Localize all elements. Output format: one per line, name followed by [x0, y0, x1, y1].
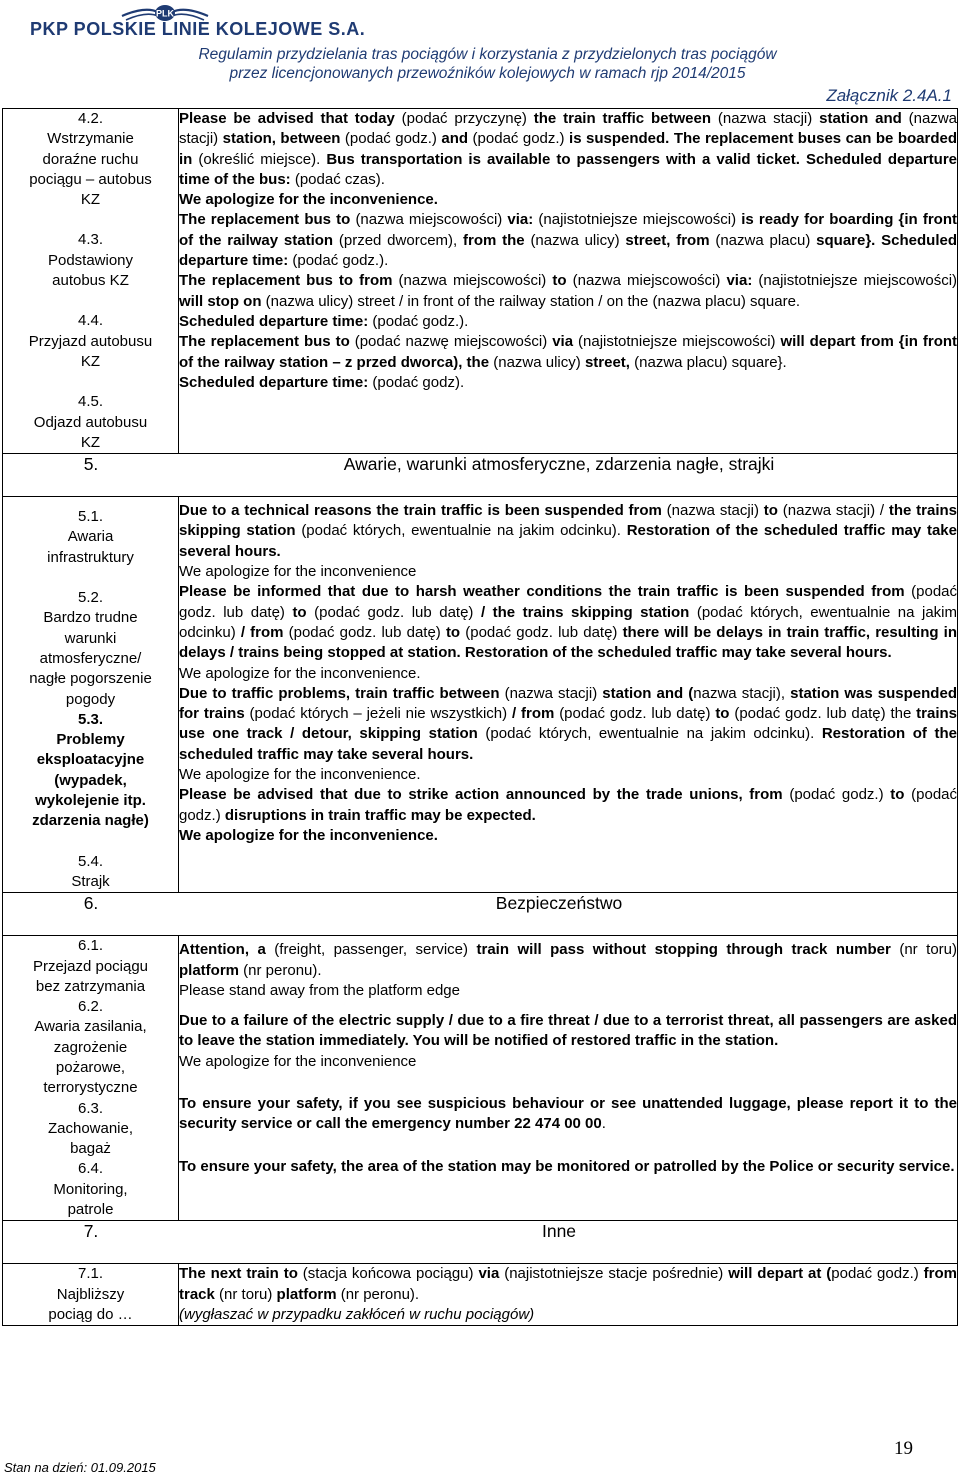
- row-label-5-4: 5.4. Strajk: [71, 852, 110, 890]
- row-label-5-3: 5.3. Problemy eksploatacyjne (wypadek, wykolejenie itp. zdarzenia nagłe): [32, 710, 149, 830]
- section-header-row: [3, 893, 958, 936]
- footer-date: Stan na dzień: 01.09.2015: [4, 1460, 156, 1475]
- row-labels-cell: [3, 497, 179, 893]
- announcement-5-2: Please be informed that due to harsh weather conditions the train traffic is been suspended from (podać godz. lub datę) to (podać godz. lub datę) / the trains skipping station (podać których, ewentualnie na jakim odcinku) / from (podać godz. lub datę) to (podać godz. lub datę) there will be delays in train traffic, resulting in delays / trains being stopped at station. Restoration of the scheduled traffic may take several hours. We apologize for the inconvenience.: [179, 583, 958, 682]
- announcement-4-5: The replacement bus to (podać nazwę miejscowości) via (najistotniejsze miejscowości) will depart from {in front of the railway station – z przed dworca), the (nazwa ulicy) street, (nazwa placu) square}. Scheduled departure time: (podać godz).: [179, 333, 958, 391]
- announcement-6-4: To ensure your safety, the area of the station may be monitored or patrolled by the Police or security service.: [179, 1157, 955, 1175]
- row-label-4-5: 4.5. Odjazd autobusu KZ: [33, 393, 148, 451]
- table-row: [3, 1264, 958, 1326]
- row-label-6-3: 6.3. Zachowanie, bagaż: [47, 1099, 134, 1158]
- announcement-6-2: Due to a failure of the electric supply / due to a fire threat / due to a terrorist threat, all passengers are asked to leave the station immediately. You will be notified of restored traffic in the station. We apologize for the inconvenience: [179, 1012, 957, 1070]
- announcement-4-2: Please be advised that today (podać przyczynę) the train traffic between (nazwa stacji) station and (nazwa stacji) station, between (podać godz.) and (podać godz.) is suspended. The replacement buses can be boarded in (określić miejsce). Bus transportation is available to passengers with a valid ticket. Scheduled departure time of the bus: (podać czas). We apologize for the inconvenience.: [179, 110, 958, 209]
- announcement-5-3: Due to traffic problems, train traffic between (nazwa stacji) station and (nazwa stacji), station was suspended for trains (podać których – jeżeli nie wszystkich) / from (podać godz. lub datę) to (podać godz. lub datę) the trains use one track / detour, skipping station (podać których, ewentualnie na jakim odcinku). Restoration of the scheduled traffic may take several hours. We apologize for the inconvenience.: [179, 684, 957, 784]
- page-header: [0, 0, 960, 105]
- company-logo-text: PKP POLSKIE LINIE KOLEJOWE S.A.: [30, 19, 366, 39]
- row-texts-cell: [179, 1264, 958, 1326]
- announcement-5-1: Due to a technical reasons the train traffic is been suspended from (nazwa stacji) to (nazwa stacji) / the trains skipping station (podać których, ewentualnie na jakim odcinku). Restoration of the scheduled traffic may take several hours. We apologize for the inconvenience: [179, 502, 958, 581]
- announcement-5-4: Please be advised that due to strike action announced by the trade unions, from (podać godz.) to (podać godz.) disruptions in train traffic may be expected. We apologize for the inconvenience.: [179, 786, 958, 844]
- announcements-table: [2, 108, 958, 1326]
- row-texts-cell: [179, 497, 958, 893]
- regulation-title-line-2: przez licencjonowanych przewoźników kolejowych w ramach rjp 2014/2015: [229, 65, 746, 82]
- section-number: 6.: [83, 893, 99, 914]
- row-label-7-1: 7.1. Najbliższy pociąg do …: [48, 1265, 133, 1323]
- row-label-5-2: 5.2. Bardzo trudne warunki atmosferyczne/ nagłe pogorszenie pogody: [29, 589, 152, 708]
- section-7-heading: [3, 1221, 958, 1264]
- announcement-6-3: To ensure your safety, if you see suspicious behaviour or see unattended luggage, please report it to the security service or call the emergency number 22 474 00 00.: [179, 1094, 957, 1133]
- announcement-4-3: The replacement bus to (nazwa miejscowości) via: (najistotniejsze miejscowości) is ready for boarding {in front of the railway station (przed dworcem), from the (nazwa ulicy) street, from (nazwa placu) square}. Scheduled departure time: (podać godz.).: [179, 211, 957, 270]
- section-title: Inne: [541, 1221, 577, 1242]
- section-6-heading: [3, 893, 958, 936]
- row-label-6-1: 6.1. Przejazd pociągu bez zatrzymania: [32, 937, 149, 995]
- row-labels-cell: [3, 936, 179, 1221]
- section-title: Awarie, warunki atmosferyczne, zdarzenia nagłe, strajki: [343, 454, 775, 475]
- row-label-4-3: 4.3. Podstawiony autobus KZ: [47, 231, 134, 290]
- section-number: 7.: [83, 1221, 99, 1242]
- regulation-title: [0, 45, 960, 83]
- logo-emblem-text: PLK: [156, 8, 174, 19]
- row-label-6-4: 6.4. Monitoring, patrole: [53, 1160, 128, 1219]
- section-number: 5.: [83, 454, 99, 475]
- row-labels-cell: [3, 1264, 179, 1326]
- announcement-6-1: Attention, a (freight, passenger, service) train will pass without stopping through track number (nr toru) platform (nr peronu). Please stand away from the platform edge: [179, 941, 957, 999]
- section-title: Bezpieczeństwo: [495, 893, 623, 914]
- section-header-row: [3, 1221, 958, 1264]
- page-number: 19: [894, 1438, 913, 1459]
- table-row: [3, 936, 958, 1221]
- row-label-4-2: 4.2. Wstrzymanie doraźne ruchu pociągu – autobus KZ: [29, 110, 152, 209]
- section-header-row: [3, 454, 958, 497]
- regulation-title-line-1: Regulamin przydzielania tras pociągów i korzystania z przydzielonych tras pociągów: [198, 46, 777, 63]
- announcement-4-4: The replacement bus to from (nazwa miejscowości) to (nazwa miejscowości) via: (najistotniejsze miejscowości) will stop on (nazwa ulicy) street / in front of the railway station / on the (nazwa placu) square. Scheduled departure time: (podać godz.).: [179, 272, 958, 330]
- table-row: [3, 109, 958, 454]
- row-label-5-1: 5.1. Awaria infrastruktury: [47, 508, 134, 566]
- row-label-4-4: 4.4. Przyjazd autobusu KZ: [28, 312, 153, 370]
- row-texts-cell: [179, 109, 958, 454]
- section-5-heading: [3, 454, 958, 497]
- table-row: [3, 497, 958, 893]
- row-label-6-2: 6.2. Awaria zasilania, zagrożenie pożarowe, terrorystyczne: [34, 998, 147, 1097]
- row-labels-cell: [3, 109, 179, 454]
- announcement-7-1: The next train to (stacja końcowa pociągu) via (najistotniejsze stacje pośrednie) will depart at (podać godz.) from track (nr toru) platform (nr peronu). (wygłaszać w przypadku zakłóceń w ruchu pociągów): [179, 1265, 957, 1323]
- row-texts-cell: [179, 936, 958, 1221]
- annex-label: Załącznik 2.4A.1: [826, 86, 952, 105]
